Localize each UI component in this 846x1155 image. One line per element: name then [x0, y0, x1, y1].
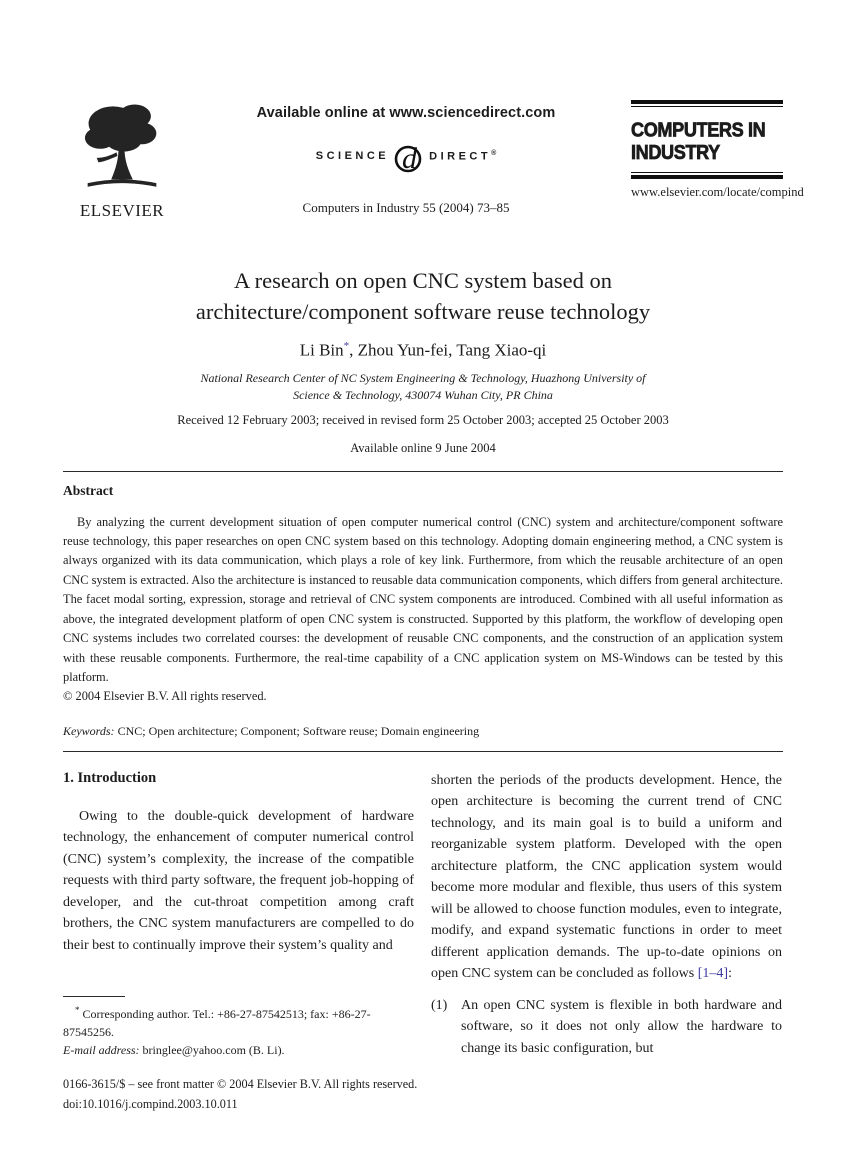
article-title: A research on open CNC system based on architecture/component software reuse technology	[195, 268, 651, 324]
issn-copyright-line: 0166-3615/$ – see front matter © 2004 Elsevier B.V. All rights reserved.	[63, 1077, 418, 1092]
doi-line: doi:10.1016/j.compind.2003.10.011	[63, 1096, 238, 1111]
numbered-list-item-1	[431, 995, 782, 1060]
email-address: bringlee@yahoo.com (B. Li).	[142, 1043, 285, 1058]
abstract-heading: Abstract	[63, 482, 114, 498]
header-center	[181, 100, 631, 216]
registered-trademark-icon: ®	[491, 149, 497, 157]
section-1-heading: 1. Introduction	[63, 769, 157, 786]
abstract-top-rule	[63, 471, 783, 472]
elsevier-logo-text: ELSEVIER	[79, 201, 165, 220]
footnote-email	[63, 1041, 414, 1059]
corresponding-author-asterisk-link[interactable]: *	[343, 340, 350, 352]
journal-name: COMPUTERS IN INDUSTRY	[631, 117, 766, 163]
received-dates: Received 12 February 2003; received in revised form 25 October 2003; accepted 25 October 2003	[177, 412, 669, 427]
keywords-label: Keywords:	[63, 723, 115, 738]
masthead-bottom-rule	[631, 172, 783, 179]
footnote-text: * Corresponding author. Tel.: +86-27-87542513; fax: +86-27-87545256.	[63, 1005, 371, 1040]
front-matter-footer	[63, 1075, 783, 1114]
sciencedirect-direct-text: DIRECT®	[429, 149, 497, 163]
list-item-marker: (1)	[431, 997, 448, 1013]
elsevier-tree-icon	[76, 100, 168, 194]
abstract-text: By analyzing the current development situation of open computer numerical control (CNC) system and architecture/component software reuse technology, this paper researches on open CNC system based on this technology. Adopting domain engineering method, a CNC system is always organized with its data communication, which plays a role of key link. Furthermore, from which the reusable architecture of an open CNC system is extracted. Also the architecture is instanced to reusable data communication components, which differs from general architecture. The facet modal sorting, expression, storage and retrieval of CNC system components are introduced. Combined with all useful information as above, the integrated development platform of open CNC system is constructed. Supported by this platform, the workflow of developing open CNC systems includes two correlated courses: the development of reusable CNC components, and the construction of an application system with these reusable components. Furthermore, the real-time capability of a CNC application system on MS-Windows can be tested by this platform.	[63, 514, 783, 684]
author-name: Li Bin	[299, 340, 344, 360]
sciencedirect-d-icon	[393, 137, 425, 175]
left-column	[63, 770, 414, 1060]
intro-paragraph: Owing to the double-quick development of hardware technology, the enhancement of computer numerical control (CNC) system’s complexity, the increase of the compatible requests with third party software, the frequent job-hopping of developer, and the cut-throat competition among craft brothers, the CNC system manufacturers are compelled to do their best to continually improve their system’s quality and	[63, 808, 414, 953]
email-label: E-mail address:	[63, 1043, 140, 1058]
corresponding-author-footnote	[63, 996, 414, 1059]
affiliation: National Research Center of NC System Engineering & Technology, Huazhong University of Science & Technology, 430074 Wuhan City, PR China	[200, 370, 646, 402]
svg-text:d: d	[402, 142, 418, 175]
keywords-list: CNC; Open architecture; Component; Software reuse; Domain engineering	[117, 723, 480, 738]
intro-paragraph-continued: shorten the periods of the products development. Hence, the open architecture is becoming the current trend of CNC technology, and its main goal is to build a uniform and reorganizable system platform. Developed with the open architecture platform, the CNC application system would become more modular and flexible, thus users of this system will be allowed to choose function modules, even to integrate, modify, and expand systematic functions in order to meet different application demands. The up-to-date opinions on open CNC system can be concluded as follows [1–4]:	[431, 772, 782, 982]
elsevier-logo	[63, 100, 181, 221]
left-column-content	[63, 770, 414, 957]
sciencedirect-science-text: SCIENCE	[315, 150, 390, 162]
author-list	[63, 340, 783, 361]
copyright-line: © 2004 Elsevier B.V. All rights reserved.	[63, 689, 267, 704]
journal-header	[63, 100, 804, 221]
sciencedirect-logo	[181, 137, 631, 175]
journal-masthead	[631, 100, 804, 200]
available-online-date: Available online 9 June 2004	[350, 440, 496, 455]
keywords-bottom-rule	[63, 751, 783, 752]
journal-citation: Computers in Industry 55 (2004) 73–85	[302, 200, 510, 215]
keywords-line	[63, 724, 783, 739]
reference-link-1-4[interactable]: [1–4]	[697, 966, 729, 982]
body-columns	[63, 770, 783, 1060]
footnote-asterisk: *	[75, 1005, 80, 1016]
footnote-rule	[63, 996, 125, 997]
author-names-rest: , Zhou Yun-fei, Tang Xiao-qi	[349, 340, 547, 360]
right-column	[431, 770, 782, 1060]
journal-homepage-url: www.elsevier.com/locate/compind	[631, 185, 804, 199]
available-online-text: Available online at www.sciencedirect.com	[256, 105, 556, 121]
masthead-top-rule	[631, 100, 783, 107]
list-item-text: An open CNC system is flexible in both hardware and software, so it does not only allow the hardware to change its basic configuration, but	[461, 997, 782, 1056]
